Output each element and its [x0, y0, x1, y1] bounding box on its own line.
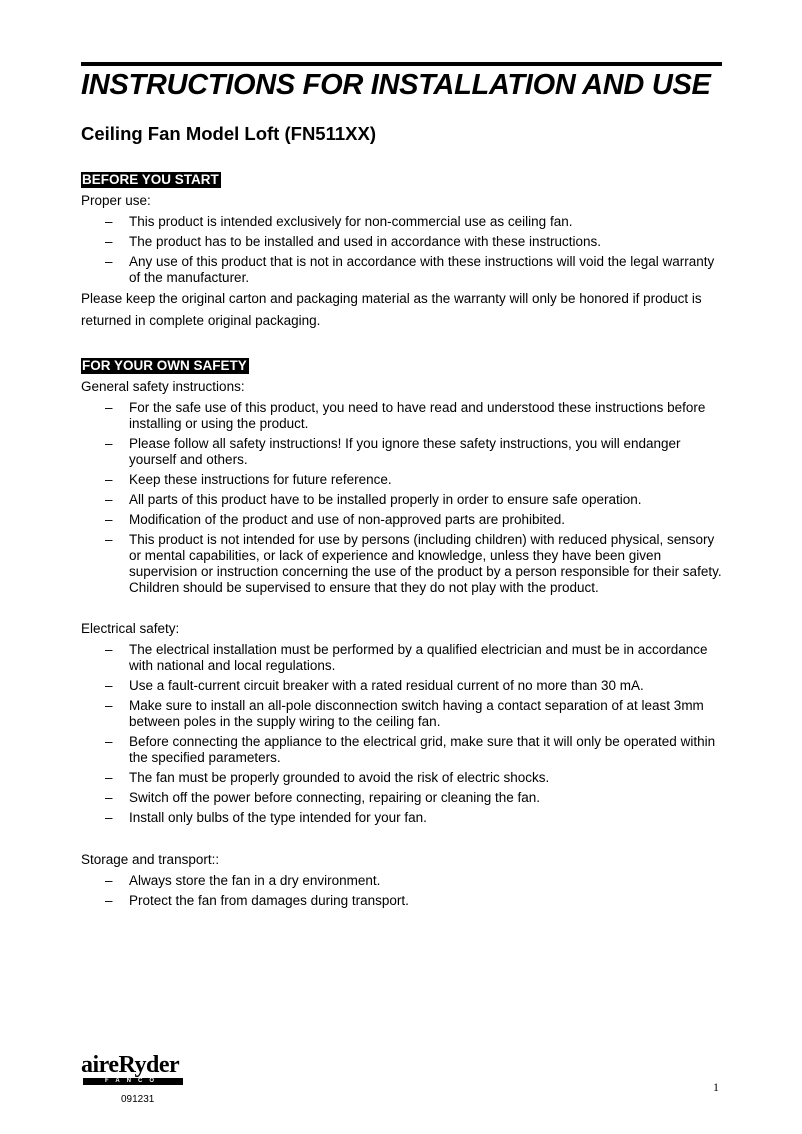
list-item: – Install only bulbs of the type intended for your fan.	[105, 810, 427, 825]
dash-bullet: –	[105, 770, 113, 785]
list-item: – All parts of this product have to be installed properly in order to ensure safe operation.	[105, 492, 642, 507]
brand-logo	[81, 1052, 201, 1092]
storage-transport-label: Storage and transport::	[81, 852, 220, 867]
packaging-note: Please keep the original carton and packaging material as the warranty will only be honored if product is returned in complete original packaging.	[81, 291, 702, 328]
dash-bullet: –	[105, 698, 113, 713]
dash-bullet: –	[105, 893, 113, 908]
document-code: 091231	[121, 1094, 155, 1105]
page-title: INSTRUCTIONS FOR INSTALLATION AND USE	[81, 69, 711, 101]
list-item: – This product is not intended for use by persons (including children) with reduced physical, sensory or mental capabilities, or lack of experience and knowledge, unless they have been given supervision or instruction concerning the use of the product by a person responsible for their safety. Children should be supervised to ensure that they do not play with the product.	[105, 532, 722, 595]
dash-bullet: –	[105, 790, 113, 805]
dash-bullet: –	[105, 512, 113, 527]
dash-bullet: –	[105, 678, 113, 693]
dash-bullet: –	[105, 472, 113, 487]
list-item: – The product has to be installed and used in accordance with these instructions.	[105, 234, 602, 249]
section-before-you-start	[81, 171, 722, 332]
dash-bullet: –	[105, 436, 113, 451]
section-heading-before-you-start: BEFORE YOU START	[82, 172, 219, 187]
list-item: – Use a fault-current circuit breaker with a rated residual current of no more than 30 mA.	[105, 678, 644, 693]
brand-logo-subtext: FANCO	[83, 1078, 183, 1085]
section-safety	[81, 357, 722, 600]
list-item: – Always store the fan in a dry environment.	[105, 873, 381, 888]
dash-bullet: –	[105, 214, 113, 229]
dash-bullet: –	[105, 734, 113, 749]
section-storage-transport	[81, 852, 722, 913]
dash-bullet: –	[105, 400, 113, 415]
list-item: – For the safe use of this product, you need to have read and understood these instructions before installing or using the product.	[105, 400, 706, 431]
list-item: – Keep these instructions for future reference.	[105, 472, 392, 487]
dash-bullet: –	[105, 810, 113, 825]
list-item: – Switch off the power before connecting, repairing or cleaning the fan.	[105, 790, 541, 805]
general-safety-label: General safety instructions:	[81, 379, 245, 394]
page-subtitle: Ceiling Fan Model Loft (FN511XX)	[81, 123, 376, 144]
list-item: – The fan must be properly grounded to avoid the risk of electric shocks.	[105, 770, 550, 785]
storage-transport-list	[81, 873, 722, 909]
brand-logo-text: aireRyder	[81, 1052, 180, 1078]
list-item: – Please follow all safety instructions! If you ignore these safety instructions, you will endanger yourself and others.	[105, 436, 681, 467]
section-electrical-safety	[81, 621, 722, 830]
dash-bullet: –	[105, 254, 113, 269]
list-item: – Protect the fan from damages during transport.	[105, 893, 409, 908]
list-item: – Before connecting the appliance to the electrical grid, make sure that it will only be operated within the specified parameters.	[105, 734, 716, 765]
electrical-safety-label: Electrical safety:	[81, 621, 180, 636]
dash-bullet: –	[105, 642, 113, 657]
list-item: – Modification of the product and use of non-approved parts are prohibited.	[105, 512, 566, 527]
list-item: – Make sure to install an all-pole disconnection switch having a contact separation of at least 3mm between poles in the supply wiring to the ceiling fan.	[105, 698, 704, 729]
dash-bullet: –	[105, 873, 113, 888]
proper-use-list	[81, 214, 722, 286]
proper-use-label: Proper use:	[81, 193, 151, 208]
dash-bullet: –	[105, 532, 113, 547]
list-item: – The electrical installation must be performed by a qualified electrician and must be in accordance with national and local regulations.	[105, 642, 708, 673]
title-rule	[81, 62, 722, 66]
list-item: – This product is intended exclusively for non-commercial use as ceiling fan.	[105, 214, 573, 229]
section-heading-safety: FOR YOUR OWN SAFETY	[82, 358, 247, 373]
list-item: – Any use of this product that is not in accordance with these instructions will void the legal warranty of the manufacturer.	[105, 254, 715, 285]
page-number: 1	[713, 1080, 719, 1094]
electrical-safety-list	[81, 642, 722, 826]
dash-bullet: –	[105, 492, 113, 507]
general-safety-list	[81, 400, 722, 596]
dash-bullet: –	[105, 234, 113, 249]
